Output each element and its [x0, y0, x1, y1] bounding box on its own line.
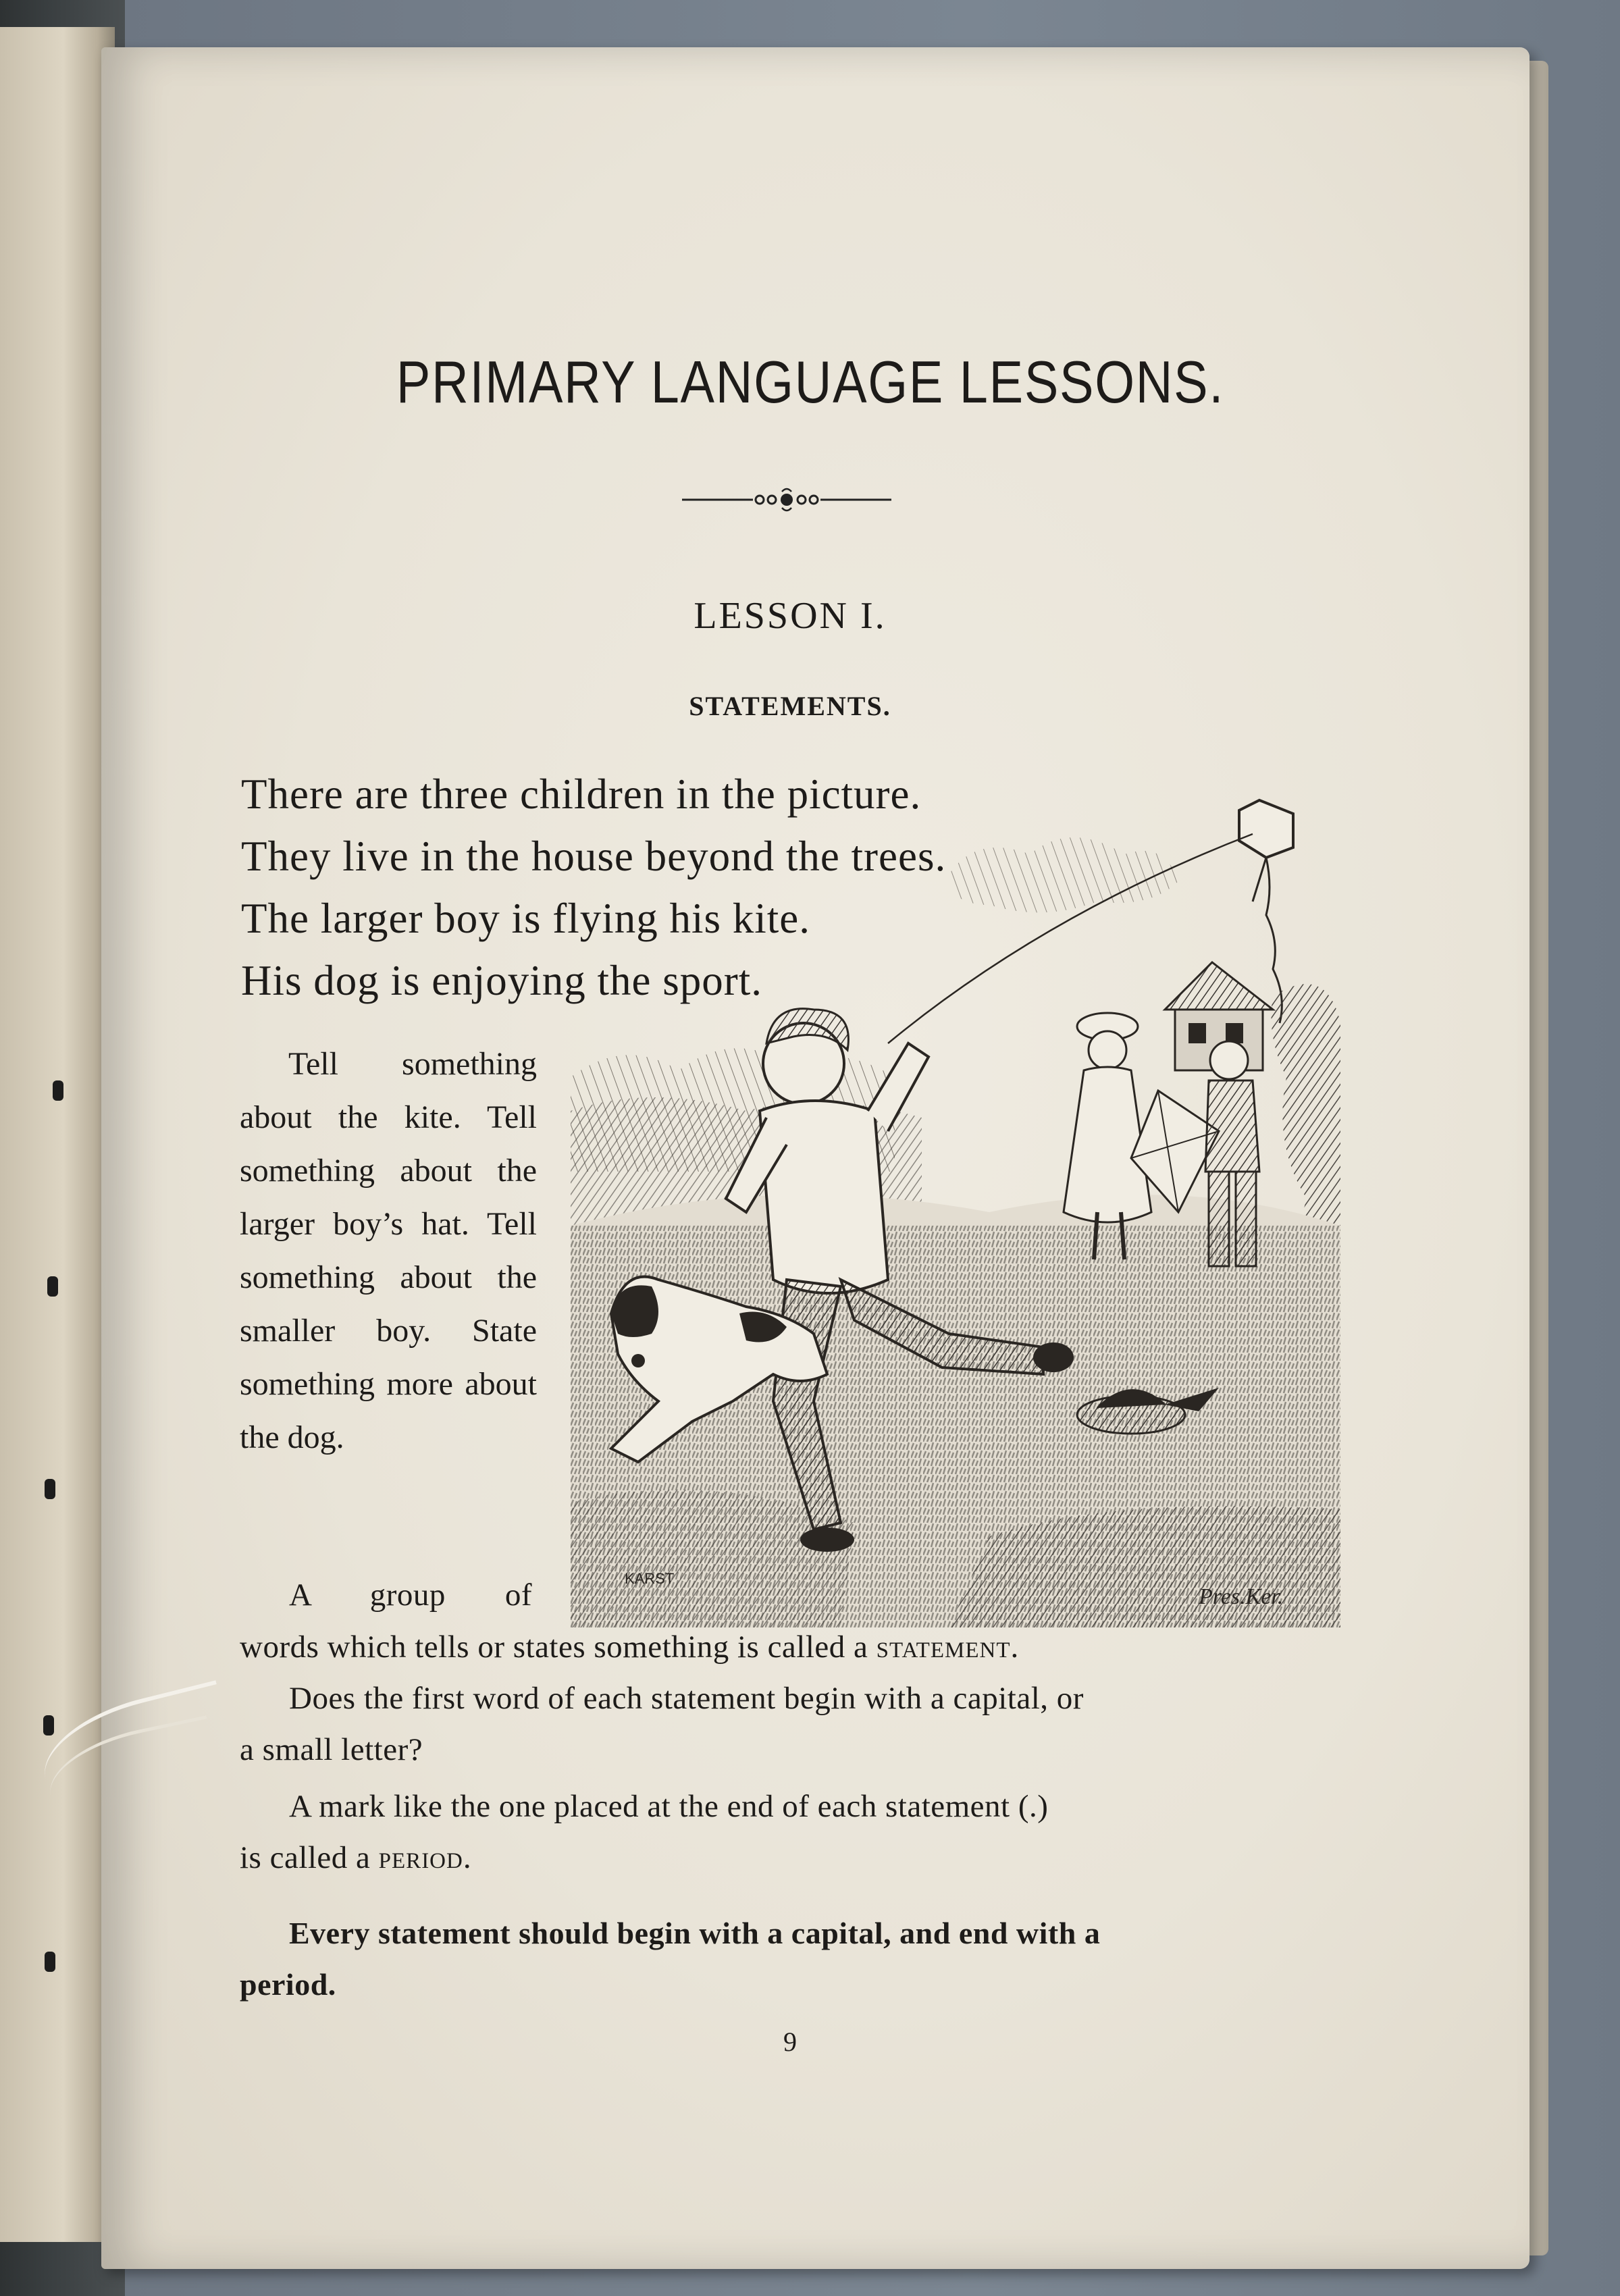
binding-hole	[43, 1715, 54, 1736]
mark-line-text: is called a	[240, 1840, 371, 1875]
group-line-start: A group of	[289, 1577, 532, 1613]
binding-hole	[45, 1479, 55, 1499]
page-number: 9	[783, 2027, 797, 2057]
statement-term: statement.	[876, 1629, 1020, 1665]
signature-left: KARST	[625, 1570, 675, 1587]
statement-definition-text: words which tells or states something is called a	[240, 1629, 868, 1665]
cloud-icon	[949, 837, 1178, 912]
intro-line: The larger boy is flying his kite.	[241, 895, 810, 942]
left-page-sliver	[0, 27, 115, 2242]
ornament-divider-icon	[682, 486, 891, 513]
statement-definition-line	[240, 1629, 1019, 1665]
page-edge	[1530, 61, 1548, 2255]
lesson-heading: LESSON I.	[694, 595, 887, 637]
mark-line: A mark like the one placed at the end of each statement (.)	[289, 1789, 1049, 1824]
question-line: Does the first word of each statement begin with a capital, or	[289, 1681, 1084, 1716]
period-term: period.	[378, 1840, 472, 1875]
narrow-paragraph	[240, 1037, 537, 1464]
book-title: PRIMARY LANGUAGE LESSONS.	[396, 348, 1225, 415]
mark-line	[240, 1840, 472, 1876]
binding-hole	[47, 1276, 58, 1297]
binding-hole	[53, 1080, 63, 1101]
kite-illustration	[571, 793, 1340, 1627]
binding-hole	[45, 1952, 55, 1972]
rule-line: period.	[240, 1967, 336, 2002]
rule-line: Every statement should begin with a capital, and end with a	[289, 1916, 1101, 1950]
signature-right: Pres.Ker.	[1199, 1584, 1284, 1609]
lesson-subtitle: STATEMENTS.	[689, 691, 891, 721]
intro-line: They live in the house beyond the trees.	[241, 833, 947, 880]
question-line: a small letter?	[240, 1732, 423, 1767]
intro-line: His dog is enjoying the sport.	[241, 957, 762, 1004]
intro-line: There are three children in the picture.	[241, 771, 922, 818]
narrow-paragraph-text: Tell something about the kite. Tell something about the larger boy’s hat. Tell something about the smaller boy. State something more about the dog.	[240, 1046, 537, 1455]
